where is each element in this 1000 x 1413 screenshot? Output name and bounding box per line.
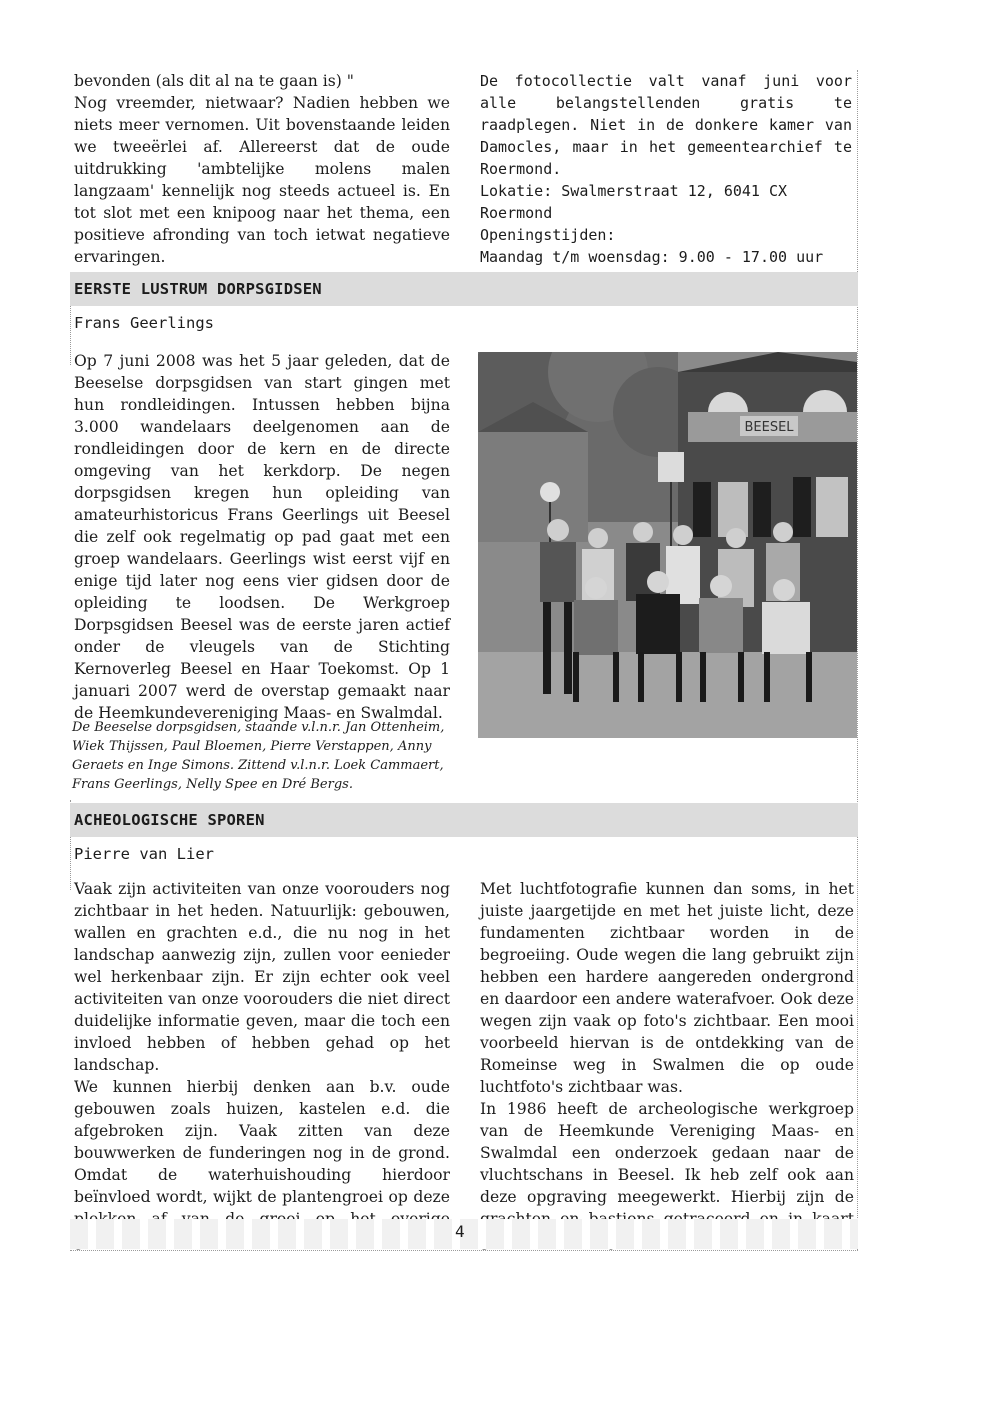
section-author: Pierre van Lier bbox=[74, 845, 214, 863]
paragraph: Nog vreemder, nietwaar? Nadien hebben we niets meer vernomen. Uit bovenstaande leiden we tweeërlei af. Allereerst dat de oude uitdrukking 'ambtelijke molens malen langzaam' kennelijk nog steeds actueel is. En tot slot met een knipoog naar het thema, een positieve afronding van toch ietwat negatieve ervaringen. bbox=[74, 94, 450, 266]
hours-line: Maandag t/m woensdag: 9.00 - 17.00 uur bbox=[480, 248, 824, 266]
group-photo bbox=[478, 352, 857, 738]
section2-right-column bbox=[480, 878, 854, 1252]
section1-body bbox=[74, 350, 450, 724]
section2-left-column bbox=[74, 878, 450, 1252]
section-author: Frans Geerlings bbox=[74, 314, 214, 332]
page-number: 4 bbox=[455, 1222, 465, 1241]
paragraph: Met luchtfotografie kunnen dan soms, in het juiste jaargetijde en met het juiste licht, deze fundamenten zichtbaar worden in de begroeiing. Oude wegen die lang gebruikt zijn hebben een hardere aangereden ondergrond en daardoor een andere waterafvoer. Ook deze wegen zijn vaak op foto's zichtbaar. Een mooi voorbeeld hiervan is de ontdekking van de Romeinse weg in Swalmen die op oude luchtfoto's zichtbaar was. bbox=[480, 880, 854, 1096]
section-title: ACHEOLOGISCHE SPOREN bbox=[74, 811, 265, 829]
paragraph: bevonden (als dit al na te gaan is) " bbox=[74, 72, 354, 90]
section-title: EERSTE LUSTRUM DORPSGIDSEN bbox=[74, 280, 322, 298]
paragraph: We kunnen hierbij denken aan b.v. oude gebouwen zoals huizen, kastelen e.d. die afgebroken zijn. Vaak zitten van deze bouwwerken de funderingen nog in de grond. Omdat de waterhuishouding hierdoor beïnvloed wordt, wijkt de plantengroei op deze bbox=[74, 1078, 450, 1206]
paragraph: Vaak zijn activiteiten van onze voorouders nog zichtbaar in het heden. Natuurlijk: gebouwen, wallen en grachten e.d., die nu nog in het landschap aanwezig zijn, zullen voor eenieder wel herkenbaar zijn. Er zijn echter ook veel activiteiten van onze voorouders die niet direct duidelijke informatie geven, maar die toch een invloed hebben of hebben gehad op het landschap. bbox=[74, 880, 450, 1074]
top-left-column bbox=[74, 70, 450, 268]
top-right-column bbox=[480, 70, 852, 290]
paragraph: De fotocollectie valt vanaf juni voor alle belangstellenden gratis te raadplegen. Niet in de donkere kamer van Damocles, maar in het gemeentearchief te Roermond. bbox=[480, 72, 852, 178]
hours-heading: Openingstijden: bbox=[480, 226, 616, 244]
paragraph: Op 7 juni 2008 was het 5 jaar geleden, dat de Beeselse dorpsgidsen van start gingen met hun rondleidingen. Intussen hebben bijna 3.000 wandelaars deelgenomen aan de rondleidingen door de kern en de directe omgeving van het kerkdorp. De negen dorpsgidsen kregen hun opleiding van amateurhistoricus Frans Geerlings uit Beesel die zelf ook regelmatig op pad gaat met een groep wandelaars. Geerlings wist eerst vijf en enige tijd later nog eens vier gidsen door de opleiding te loodsen. De Werkgroep Dorpsgidsen Beesel was de eerste jaren actief onder de vleugels van de Stichting Kernoverleg Beesel en Haar Toekomst. Op 1 januari 2007 werd de overstap gemaakt naar de Heemkundevereniging Maas- en Swalmdal. bbox=[74, 352, 450, 722]
building-sign: BEESEL bbox=[744, 420, 794, 435]
paragraph: In 1986 heeft de archeologische werkgroep van de Heemkunde Vereniging Maas- en Swalmdal een onderzoek gedaan naar de vluchtschans in Beesel. Ik heb zelf ook aan deze opgraving meegewerkt. Hierbij zijn de bbox=[480, 1100, 854, 1206]
frame-right-line bbox=[857, 70, 858, 1250]
address-line: Lokatie: Swalmerstraat 12, 6041 CX Roermond bbox=[480, 182, 788, 222]
photo-caption: De Beeselse dorpsgidsen, staande v.l.n.r. Jan Ottenheim, Wiek Thijssen, Paul Bloemen, Pierre Verstappen, Anny Geraets en Inge Simons. Zittend v.l.n.r. Loek Cammaert, Frans Geerlings, Nelly Spee en Dré Bergs. bbox=[72, 720, 445, 792]
